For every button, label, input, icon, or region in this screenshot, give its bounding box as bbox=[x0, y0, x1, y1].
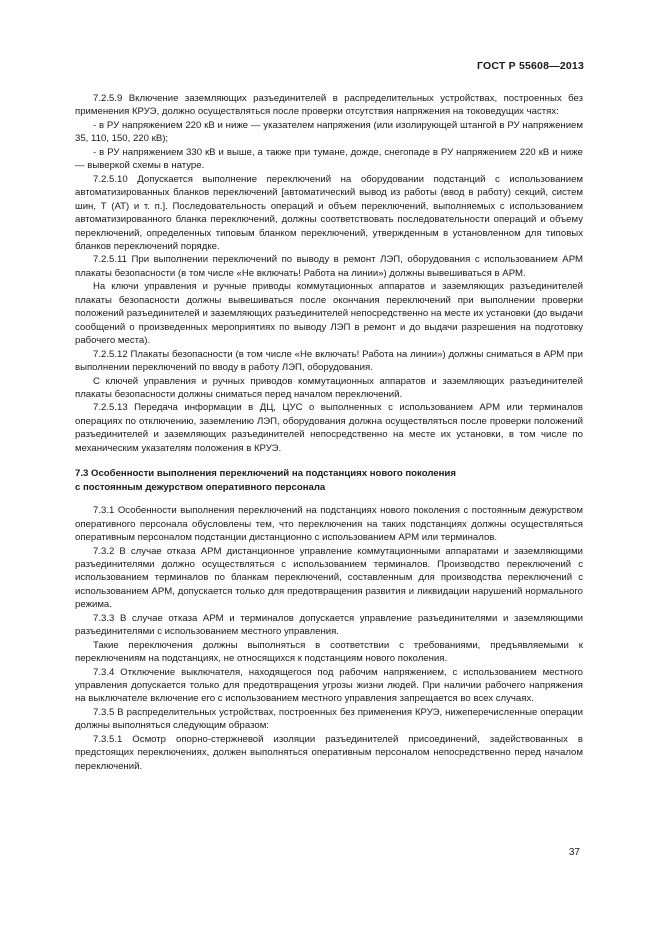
paragraph: На ключи управления и ручные приводы коммутационных аппаратов и заземляющих разъединителей плакаты безопасности должны вывешиваться после окончания переключений при выполнении проверки положений разъединителей и заземляющих разъединителей непосредственно на месте их установки (до выдачи сообщений о произведенных мероприятиях по выводу ЛЭП в ремонт и до выдачи разрешения на подготовку рабочего места). bbox=[75, 281, 583, 347]
paragraph: 7.3.5.1 Осмотр опорно-стержневой изоляции разъединителей присоединений, задействованных в предстоящих переключениях, должен выполняться оперативным персоналом непосредственно перед началом переключений. bbox=[75, 733, 583, 772]
paragraph: 7.3.4 Отключение выключателя, находящегося под рабочим напряжением, с использованием местного управления допускается только для предотвращения угрозы жизни людей. При наличии рабочего напряжения на выключателе включение его с использованием местного управления запрещается во всех случаях. bbox=[75, 666, 583, 705]
paragraph: 7.3.2 В случае отказа АРМ дистанционное управление коммутационными аппаратами и заземляющими разъединителями должно осуществляться с использованием терминалов. Производство переключений с использованием терминалов по бланкам переключений, составленным для производства переключений с использованием АРМ, допускается только для предотвращения развития и ликвидации нарушений нормального режима. bbox=[75, 545, 583, 611]
list-item: - в РУ напряжением 330 кВ и выше, а также при тумане, дожде, снегопаде в РУ напряжением 220 кВ и ниже — выверкой схемы в натуре. bbox=[75, 146, 583, 172]
section-heading-line-2: с постоянным дежурством оперативного персонала bbox=[75, 481, 326, 493]
paragraph: С ключей управления и ручных приводов коммутационных аппаратов и заземляющих разъединителей плакаты безопасности должны сниматься перед началом переключений. bbox=[75, 375, 583, 400]
document-body bbox=[75, 92, 583, 773]
document-header: ГОСТ Р 55608—2013 bbox=[476, 60, 584, 72]
paragraph: 7.3.3 В случае отказа АРМ и терминалов допускается управление разъединителями и заземляющими разъединителями с использованием местного управления. bbox=[75, 612, 583, 638]
paragraph: 7.3.5 В распределительных устройствах, построенных без применения КРУЭ, нижеперечисленные операции должны выполняться следующим образом: bbox=[75, 706, 583, 732]
paragraph: Такие переключения должны выполняться в соответствии с требованиями, предъявляемыми к переключениям на подстанциях, не относящихся к подстанциям нового поколения. bbox=[75, 639, 583, 665]
page-number: 37 bbox=[568, 847, 580, 858]
section-heading-line-1: 7.3 Особенности выполнения переключений на подстанциях нового поколения bbox=[75, 468, 456, 480]
paragraph: 7.2.5.12 Плакаты безопасности (в том числе «Не включать! Работа на линии») должны сниматься в АРМ при выполнении переключений по вводу в работу ЛЭП, оборудования. bbox=[75, 348, 583, 374]
paragraph: 7.2.5.10 Допускается выполнение переключений на оборудовании подстанций с использованием автоматизированных бланков переключений [автоматический вывод из работы (ввод в работу) секций, систем шин, Т (АТ) и т. п.]. Последовательность операций и объем переключений, выполняемых с использованием автоматизированного бланка переключений, должны соответствовать последовательности операций и объему переключений, определенных типовым бланком переключений, утвержденным в установленном для типовых бланков переключений порядке. bbox=[75, 173, 583, 252]
paragraph: 7.2.5.13 Передача информации в ДЦ, ЦУС о выполненных с использованием АРМ или терминалов операциях по отключению, заземлению ЛЭП, оборудования должна осуществляться после проверки положений разъединителей и заземляющих разъединителей непосредственно на месте их установки, в том числе по механическим указателям положения в КРУЭ. bbox=[75, 402, 583, 454]
paragraph: 7.2.5.9 Включение заземляющих разъединителей в распределительных устройствах, построенных без применения КРУЭ, должно осуществляться после проверки отсутствия напряжения на токоведущих частях: bbox=[75, 93, 583, 118]
list-item: - в РУ напряжением 220 кВ и ниже — указателем напряжения (или изолирующей штангой в РУ напряжением 35, 110, 150, 220 кВ); bbox=[75, 119, 583, 145]
paragraph: 7.2.5.11 При выполнении переключений по выводу в ремонт ЛЭП, оборудования с использованием АРМ плакаты безопасности (в том числе «Не включать! Работа на линии») должны вывешиваться в АРМ. bbox=[75, 254, 583, 279]
section-heading bbox=[75, 467, 583, 494]
paragraph: 7.3.1 Особенности выполнения переключений на подстанциях нового поколения с постоянным дежурством оперативного персонала обусловлены тем, что переключения на таких подстанциях должны осуществляться оперативным персоналом подстанции дистанционно с использованием АРМ или терминалов. bbox=[75, 505, 583, 544]
